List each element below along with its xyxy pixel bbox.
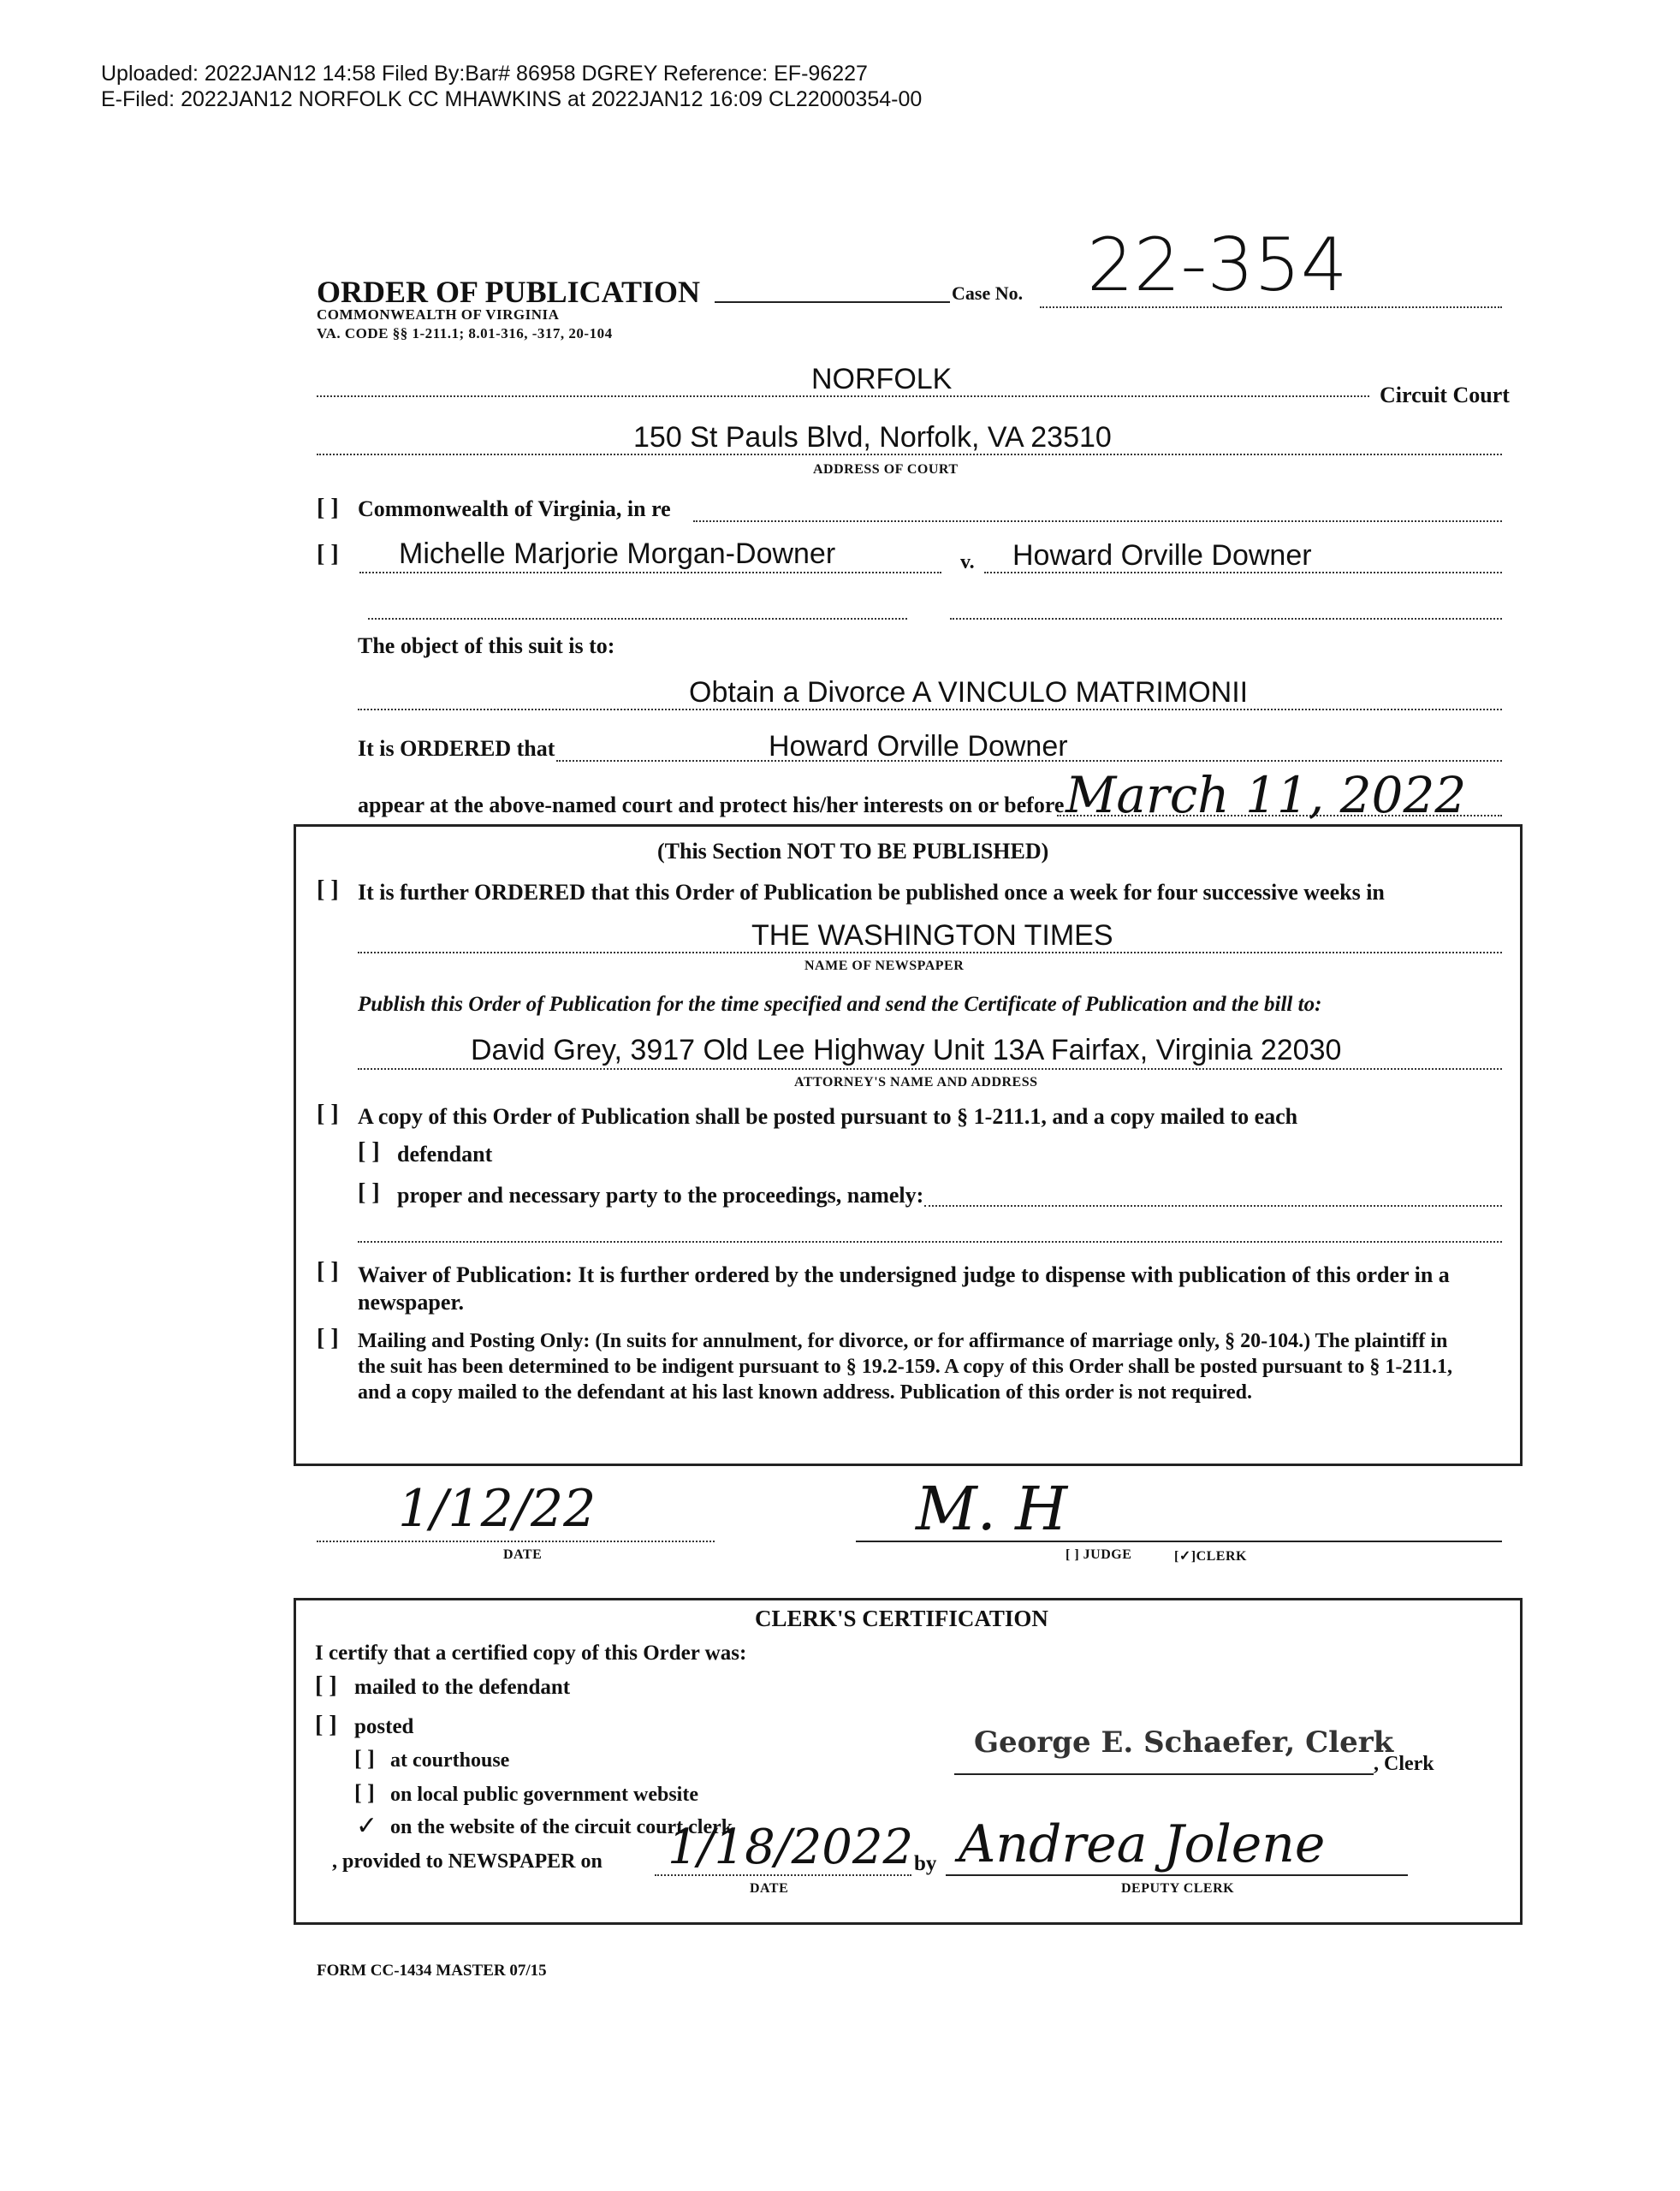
- waiver-text: It is further ordered by the undersigned judge to dispense with publication of this order in a newspaper.: [358, 1262, 1450, 1315]
- clerk-name-stamp: George E. Schaefer, Clerk: [974, 1725, 1394, 1760]
- by-label: by: [914, 1852, 937, 1875]
- clerk-caption: [1174, 1547, 1247, 1565]
- attorney-value: David Grey, 3917 Old Lee Highway Unit 13A Fairfax, Virginia 22030: [471, 1034, 1342, 1066]
- order-date-field: [317, 1541, 715, 1542]
- waiver-checkbox: [ ]: [317, 1258, 339, 1285]
- local-website-checkbox: [ ]: [354, 1780, 375, 1805]
- copy-posted-text: A copy of this Order of Publication shall be posted pursuant to § 1-211.1, and a copy mailed to each: [358, 1104, 1298, 1129]
- mailed-checkbox: [ ]: [315, 1672, 337, 1699]
- clerk-checkmark: [✓]: [1174, 1549, 1196, 1564]
- deputy-caption: DEPUTY CLERK: [1121, 1881, 1235, 1896]
- ordered-label: It is ORDERED that: [358, 736, 555, 761]
- title-rule: [715, 301, 950, 303]
- attorney-caption: ATTORNEY'S NAME AND ADDRESS: [794, 1075, 1038, 1090]
- at-courthouse-checkbox: [ ]: [354, 1746, 375, 1771]
- appear-date-value: March 11, 2022: [1066, 766, 1467, 824]
- attorney-field: [358, 1068, 1502, 1070]
- ordered-name-value: Howard Orville Downer: [769, 730, 1068, 763]
- defendant-option-checkbox: [ ]: [358, 1138, 380, 1165]
- efile-stamp-line1: Uploaded: 2022JAN12 14:58 Filed By:Bar# 86958 DGREY Reference: EF-96227: [101, 62, 868, 86]
- judge-clerk-signature: M. H: [916, 1474, 1068, 1544]
- clerk-name-suffix: , Clerk: [1374, 1753, 1434, 1775]
- defendant-option-label: defendant: [397, 1142, 493, 1167]
- court-suffix: Circuit Court: [1380, 383, 1510, 407]
- form-id: FORM CC-1434 MASTER 07/15: [317, 1962, 547, 1980]
- not-published-heading: (This Section NOT TO BE PUBLISHED): [657, 839, 1049, 864]
- circuit-website-label: on the website of the circuit court clerk: [390, 1816, 733, 1838]
- parties-extra-line-left: [368, 618, 907, 620]
- court-name-value: NORFOLK: [811, 363, 953, 395]
- provided-date-caption: DATE: [750, 1881, 789, 1896]
- further-ordered-checkbox: [ ]: [317, 876, 339, 903]
- mailing-block: [358, 1328, 1470, 1405]
- court-address-caption: ADDRESS OF COURT: [813, 462, 959, 477]
- at-courthouse-label: at courthouse: [390, 1749, 510, 1772]
- case-number-label: Case No.: [952, 282, 1024, 304]
- waiver-label: Waiver of Publication:: [358, 1262, 573, 1287]
- waiver-block: [358, 1262, 1496, 1316]
- proper-party-field: [924, 1205, 1502, 1207]
- court-address-value: 150 St Pauls Blvd, Norfolk, VA 23510: [633, 421, 1112, 454]
- plaintiff-field: [359, 572, 941, 573]
- mailing-label: Mailing and Posting Only:: [358, 1330, 591, 1352]
- deputy-signature-line: [946, 1874, 1408, 1876]
- versus-label: v.: [960, 551, 975, 573]
- newspaper-caption: NAME OF NEWSPAPER: [804, 959, 965, 973]
- proper-party-checkbox: [ ]: [358, 1179, 380, 1206]
- provided-date-value: 1/18/2022: [668, 1820, 914, 1875]
- commonwealth-field: [693, 520, 1502, 522]
- case-number-value: 22-354: [1087, 223, 1348, 308]
- form-title: ORDER OF PUBLICATION: [317, 275, 701, 309]
- publish-instructions: Publish this Order of Publication for the time specified and send the Certificate of Publication and the bill to:: [358, 993, 1322, 1016]
- parties-checkbox: [ ]: [317, 541, 339, 567]
- proper-party-label: proper and necessary party to the proceedings, namely:: [397, 1183, 924, 1208]
- clerk-name-line: [954, 1773, 1374, 1775]
- form-subtitle-commonwealth: COMMONWEALTH OF VIRGINIA: [317, 306, 560, 323]
- local-website-label: on local public government website: [390, 1784, 698, 1806]
- copy-posted-checkbox: [ ]: [317, 1101, 339, 1127]
- deputy-signature: Andrea Jolene: [959, 1814, 1326, 1874]
- clerk-certification-heading: CLERK'S CERTIFICATION: [755, 1606, 1048, 1631]
- order-date-value: 1/12/22: [398, 1479, 597, 1539]
- posted-label: posted: [354, 1715, 414, 1738]
- defendant-value: Howard Orville Downer: [1012, 539, 1312, 572]
- parties-extra-line-right: [950, 618, 1502, 620]
- further-ordered-text: It is further ORDERED that this Order of Publication be published once a week for four successive weeks in: [358, 880, 1385, 905]
- form-subtitle-code: VA. CODE §§ 1-211.1; 8.01-316, -317, 20-104: [317, 325, 613, 341]
- mailing-checkbox: [ ]: [317, 1325, 339, 1351]
- commonwealth-label: Commonwealth of Virginia, in re: [358, 496, 671, 521]
- mailed-label: mailed to the defendant: [354, 1676, 571, 1699]
- judge-clerk-signature-line: [856, 1541, 1502, 1542]
- posted-checkbox: [ ]: [315, 1712, 337, 1738]
- proper-party-extra-line: [358, 1241, 1502, 1243]
- efile-stamp-line2: E-Filed: 2022JAN12 NORFOLK CC MHAWKINS at 2022JAN12 16:09 CL22000354-00: [101, 87, 923, 111]
- circuit-website-checkbox: ✓: [356, 1812, 378, 1840]
- object-value: Obtain a Divorce A VINCULO MATRIMONII: [689, 676, 1249, 709]
- object-label: The object of this suit is to:: [358, 633, 615, 658]
- clerk-caption-text: CLERK: [1196, 1549, 1247, 1564]
- judge-caption: [ ] JUDGE: [1066, 1547, 1132, 1562]
- certify-text: I certify that a certified copy of this Order was:: [315, 1642, 747, 1665]
- newspaper-value: THE WASHINGTON TIMES: [751, 919, 1113, 952]
- appear-text: appear at the above-named court and protect his/her interests on or before: [358, 793, 1065, 817]
- provided-label: , provided to NEWSPAPER on: [332, 1850, 603, 1873]
- mailing-text: (In suits for annulment, for divorce, or for affirmance of marriage only, § 20-104.) The plaintiff in the suit has been determined to be indigent pursuant to § 19.2-159. A copy of this Order shall be posted pursuant to § 1-211.1, and a copy mailed to the defendant at his last known address. Publication of this order is not required.: [358, 1330, 1453, 1404]
- commonwealth-checkbox: [ ]: [317, 495, 339, 521]
- plaintiff-value: Michelle Marjorie Morgan-Downer: [399, 537, 836, 570]
- order-date-caption: DATE: [503, 1547, 543, 1562]
